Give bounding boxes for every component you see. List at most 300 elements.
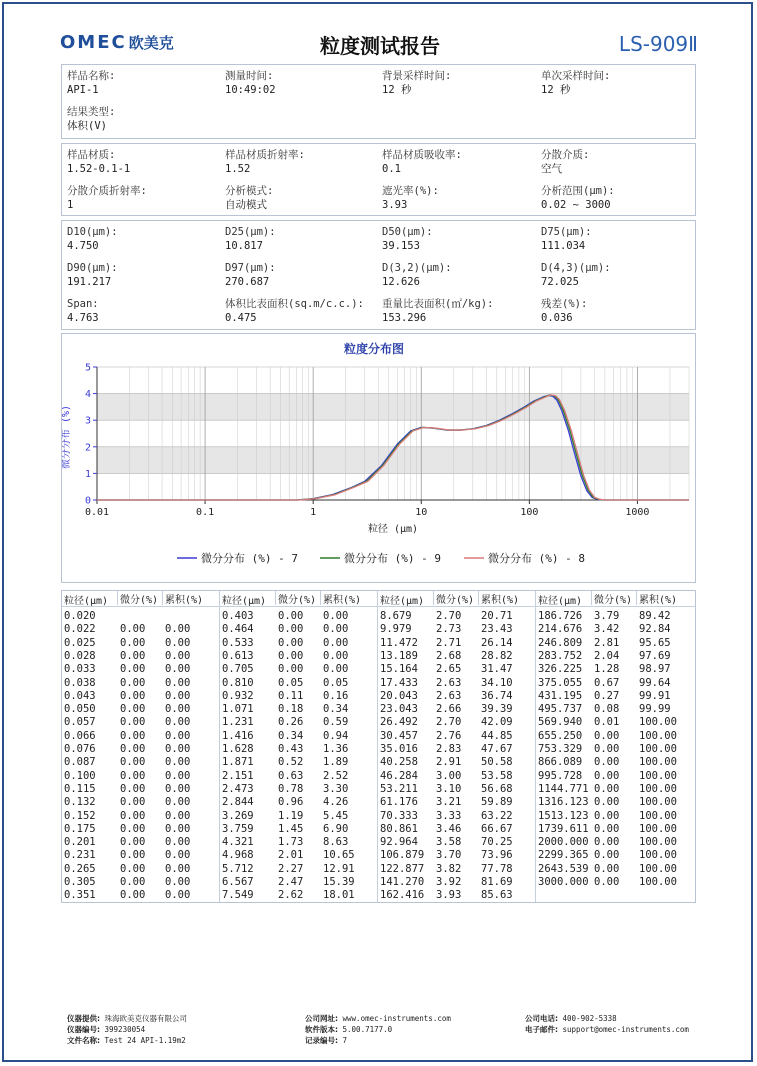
y-tick-label: 5 — [84, 362, 91, 374]
table-cell: 99.91 — [639, 689, 671, 702]
table-cell: 0.11 — [278, 689, 304, 702]
table-cell: 995.728 — [538, 769, 583, 782]
y-tick-label: 3 — [84, 415, 91, 427]
table-cell: 100.00 — [639, 836, 677, 849]
table-cell: 0.00 — [594, 782, 620, 795]
table-header-cell: 微分(%) — [591, 591, 632, 605]
table-cell: 36.74 — [481, 689, 513, 702]
field-value: 空气 — [541, 163, 562, 175]
table-cell: 0.00 — [323, 649, 349, 662]
table-cell: 2.65 — [436, 663, 462, 676]
table-cell: 2.73 — [436, 623, 462, 636]
y-tick-label: 1 — [84, 468, 91, 480]
table-cell: 0.00 — [165, 756, 191, 769]
info-field — [541, 184, 615, 212]
chart-grid — [97, 367, 689, 500]
y-tick-label: 4 — [84, 389, 91, 401]
legend-label: 微分分布 (%) - 9 — [344, 552, 441, 565]
table-header — [62, 591, 219, 607]
table-cell: 1.89 — [323, 756, 349, 769]
table-row — [220, 810, 377, 823]
field-label: 结果类型: — [67, 106, 116, 118]
table-cell: 23.043 — [380, 703, 418, 716]
info-field — [382, 69, 451, 97]
table-cell: 0.59 — [323, 716, 349, 729]
logo-text-en: OMEC — [60, 32, 127, 53]
table-cell: 23.43 — [481, 623, 513, 636]
field-value: 10:49:02 — [225, 84, 276, 96]
result-field — [225, 297, 364, 325]
table-cell: 92.84 — [639, 623, 671, 636]
field-value: 1.52-0.1-1 — [67, 163, 131, 175]
table-cell: 0.00 — [594, 862, 620, 875]
table-row — [220, 836, 377, 849]
table-cell: 0.67 — [594, 676, 620, 689]
table-row — [62, 610, 219, 623]
footer-item — [525, 1024, 689, 1035]
table-cell: 0.265 — [64, 862, 96, 875]
table-row — [536, 610, 695, 623]
table-row — [378, 889, 535, 902]
table-cell: 0.00 — [165, 636, 191, 649]
footer-column — [525, 1013, 689, 1035]
table-header-cell: 累积(%) — [478, 591, 519, 605]
field-value: 自动模式 — [225, 199, 267, 211]
table-row — [62, 690, 219, 703]
table-cell: 0.00 — [594, 836, 620, 849]
field-label: D(4,3)(μm): — [541, 262, 611, 274]
table-cell: 0.00 — [165, 743, 191, 755]
table-cell: 40.258 — [380, 756, 418, 769]
table-cell: 0.533 — [222, 636, 254, 649]
table-cell: 4.26 — [323, 796, 349, 809]
table-row — [536, 690, 695, 703]
table-row — [536, 849, 695, 862]
table-cell: 13.189 — [380, 649, 418, 662]
table-row — [62, 876, 219, 889]
table-row — [62, 796, 219, 809]
table-cell: 0.00 — [165, 649, 191, 662]
result-field — [382, 297, 493, 325]
table-cell: 0.00 — [278, 649, 304, 662]
table-header — [536, 591, 695, 607]
table-cell: 0.00 — [120, 703, 146, 716]
table-cell: 0.00 — [120, 689, 146, 702]
table-cell: 2.71 — [436, 636, 462, 649]
table-row — [62, 743, 219, 756]
table-cell: 47.67 — [481, 743, 513, 755]
info-field — [67, 69, 115, 97]
table-column-group — [220, 591, 378, 902]
table-row — [220, 876, 377, 889]
table-row — [378, 756, 535, 769]
table-cell: 0.705 — [222, 663, 254, 676]
table-cell: 20.043 — [380, 689, 418, 702]
table-row — [220, 889, 377, 902]
table-cell: 0.022 — [64, 623, 96, 636]
table-cell: 9.979 — [380, 623, 412, 636]
table-row — [536, 796, 695, 809]
table-cell: 2.151 — [222, 769, 254, 782]
table-row — [536, 770, 695, 783]
table-row — [378, 663, 535, 676]
table-cell: 92.964 — [380, 836, 418, 849]
table-cell: 2.81 — [594, 636, 620, 649]
table-cell: 20.71 — [481, 610, 513, 622]
table-cell: 0.020 — [64, 610, 96, 622]
table-cell: 0.043 — [64, 689, 96, 702]
table-cell: 66.67 — [481, 822, 513, 835]
table-cell: 100.00 — [639, 862, 677, 875]
table-cell: 0.00 — [165, 822, 191, 835]
table-cell: 0.00 — [120, 862, 146, 875]
table-cell: 1316.123 — [538, 796, 589, 809]
table-cell: 0.00 — [594, 769, 620, 782]
table-cell: 0.100 — [64, 769, 96, 782]
footer-label: 文件名称: — [67, 1036, 100, 1045]
table-cell: 0.00 — [165, 782, 191, 795]
table-cell: 2.04 — [594, 649, 620, 662]
table-row — [378, 796, 535, 809]
table-cell: 73.96 — [481, 849, 513, 862]
table-cell: 100.00 — [639, 769, 677, 782]
x-tick-label: 0.01 — [84, 507, 110, 518]
info-field — [225, 69, 276, 97]
result-field — [67, 261, 118, 289]
table-cell: 0.00 — [120, 809, 146, 822]
table-row — [378, 810, 535, 823]
table-cell: 2.27 — [278, 862, 304, 875]
table-cell: 46.284 — [380, 769, 418, 782]
table-cell: 0.00 — [120, 769, 146, 782]
table-row — [220, 796, 377, 809]
table-row — [220, 823, 377, 836]
field-value: 12 秒 — [541, 84, 571, 96]
report-header — [60, 30, 700, 64]
table-cell: 0.00 — [165, 729, 191, 742]
table-cell: 1.19 — [278, 809, 304, 822]
table-row — [62, 756, 219, 769]
table-header-cell: 累积(%) — [320, 591, 361, 605]
table-cell: 0.033 — [64, 663, 96, 676]
info-field — [541, 69, 610, 97]
table-row — [378, 770, 535, 783]
table-cell: 2.66 — [436, 703, 462, 716]
table-cell: 2.63 — [436, 689, 462, 702]
footer-value: support@omec-instruments.com — [558, 1025, 689, 1034]
table-row — [536, 863, 695, 876]
table-cell: 1144.771 — [538, 782, 589, 795]
info-field — [67, 148, 130, 176]
table-cell: 0.00 — [120, 836, 146, 849]
table-cell: 3.79 — [594, 610, 620, 622]
table-cell: 0.810 — [222, 676, 254, 689]
field-value: 191.217 — [67, 276, 112, 288]
table-cell: 0.00 — [120, 743, 146, 755]
field-value: 0.02 ~ 3000 — [541, 199, 611, 211]
table-cell: 753.329 — [538, 743, 583, 755]
table-cell: 2.91 — [436, 756, 462, 769]
table-cell: 2.62 — [278, 889, 304, 902]
table-cell: 100.00 — [639, 809, 677, 822]
table-cell: 3.759 — [222, 822, 254, 835]
table-cell: 3.93 — [436, 889, 462, 902]
table-cell: 0.152 — [64, 809, 96, 822]
table-row — [220, 743, 377, 756]
table-cell: 2000.000 — [538, 836, 589, 849]
table-row — [220, 637, 377, 650]
result-field — [382, 225, 433, 253]
table-row — [220, 770, 377, 783]
table-cell: 34.10 — [481, 676, 513, 689]
grid-band — [97, 394, 689, 421]
table-row — [62, 823, 219, 836]
sample-info-box — [61, 64, 696, 139]
table-cell: 106.879 — [380, 849, 425, 862]
table-row — [378, 677, 535, 690]
table-cell: 3.269 — [222, 809, 254, 822]
table-cell: 100.00 — [639, 743, 677, 755]
table-cell: 77.78 — [481, 862, 513, 875]
field-value: 4.763 — [67, 312, 99, 324]
table-cell: 0.27 — [594, 689, 620, 702]
result-field — [67, 225, 118, 253]
table-cell: 53.211 — [380, 782, 418, 795]
table-cell: 2.76 — [436, 729, 462, 742]
table-column-group — [378, 591, 536, 902]
table-header — [220, 591, 377, 607]
table-cell: 1.231 — [222, 716, 254, 729]
table-cell: 655.250 — [538, 729, 583, 742]
table-cell: 0.34 — [278, 729, 304, 742]
table-cell: 0.00 — [165, 676, 191, 689]
field-label: D50(μm): — [382, 226, 433, 238]
table-cell: 3000.000 — [538, 876, 589, 888]
table-cell: 2643.539 — [538, 862, 589, 875]
table-cell: 3.21 — [436, 796, 462, 809]
info-field — [67, 105, 115, 133]
footer-label: 软件版本: — [305, 1025, 338, 1034]
table-row — [62, 703, 219, 716]
field-label: 样品名称: — [67, 70, 116, 82]
table-cell: 431.195 — [538, 689, 583, 702]
table-row — [536, 743, 695, 756]
table-cell: 0.26 — [278, 716, 304, 729]
table-cell: 0.01 — [594, 716, 620, 729]
field-value: 270.687 — [225, 276, 270, 288]
table-row — [536, 623, 695, 636]
field-label: Span: — [67, 298, 99, 310]
result-field — [541, 225, 592, 253]
table-row — [62, 810, 219, 823]
table-cell: 1.36 — [323, 743, 349, 755]
table-cell: 3.33 — [436, 809, 462, 822]
table-cell: 2.844 — [222, 796, 254, 809]
table-cell: 0.00 — [594, 849, 620, 862]
field-label: 测量时间: — [225, 70, 274, 82]
table-cell: 1.871 — [222, 756, 254, 769]
table-cell: 1.628 — [222, 743, 254, 755]
table-cell: 0.00 — [594, 729, 620, 742]
table-cell: 0.00 — [323, 610, 349, 622]
table-cell: 0.932 — [222, 689, 254, 702]
distribution-chart-box — [61, 333, 696, 583]
table-row — [378, 637, 535, 650]
table-row — [220, 783, 377, 796]
result-field — [541, 297, 587, 325]
table-cell: 2.63 — [436, 676, 462, 689]
table-row — [378, 716, 535, 729]
table-cell: 100.00 — [639, 796, 677, 809]
table-cell: 97.69 — [639, 649, 671, 662]
field-label: D10(μm): — [67, 226, 118, 238]
table-cell: 0.00 — [594, 876, 620, 888]
table-cell: 2.52 — [323, 769, 349, 782]
table-cell: 61.176 — [380, 796, 418, 809]
table-cell: 2.01 — [278, 849, 304, 862]
table-cell: 100.00 — [639, 716, 677, 729]
table-cell: 0.00 — [165, 849, 191, 862]
footer-label: 仪器提供: — [67, 1014, 100, 1023]
table-cell: 122.877 — [380, 862, 425, 875]
footer-item — [67, 1013, 187, 1024]
footer-label: 公司网址: — [305, 1014, 338, 1023]
footer-item — [525, 1013, 689, 1024]
table-row — [378, 849, 535, 862]
table-row — [62, 783, 219, 796]
table-cell: 30.457 — [380, 729, 418, 742]
field-label: 分析模式: — [225, 185, 274, 197]
table-cell: 56.68 — [481, 782, 513, 795]
field-value: 0.036 — [541, 312, 573, 324]
table-cell: 0.16 — [323, 689, 349, 702]
field-label: 遮光率(%): — [382, 185, 439, 197]
table-cell: 0.00 — [165, 703, 191, 716]
field-label: 单次采样时间: — [541, 70, 611, 82]
field-label: 分散介质: — [541, 149, 590, 161]
table-header-cell: 粒径(μm) — [380, 596, 425, 607]
distribution-chart — [62, 334, 695, 582]
table-cell: 0.00 — [323, 623, 349, 636]
table-cell: 162.416 — [380, 889, 425, 902]
table-cell: 0.00 — [165, 769, 191, 782]
table-cell: 3.46 — [436, 822, 462, 835]
field-value: 12.626 — [382, 276, 420, 288]
table-cell: 26.14 — [481, 636, 513, 649]
result-field — [541, 261, 611, 289]
footer-value: 7 — [338, 1036, 348, 1045]
table-cell: 2299.365 — [538, 849, 589, 862]
field-value: 153.296 — [382, 312, 427, 324]
table-cell: 44.85 — [481, 729, 513, 742]
field-value: 0.475 — [225, 312, 257, 324]
table-cell: 326.225 — [538, 663, 583, 676]
table-row — [220, 623, 377, 636]
table-header — [378, 591, 535, 607]
table-cell: 17.433 — [380, 676, 418, 689]
table-cell: 0.087 — [64, 756, 96, 769]
field-label: 分析范围(μm): — [541, 185, 615, 197]
footer-item — [305, 1013, 451, 1024]
table-cell: 100.00 — [639, 876, 677, 888]
table-cell: 7.549 — [222, 889, 254, 902]
table-cell: 1.071 — [222, 703, 254, 716]
table-cell: 3.82 — [436, 862, 462, 875]
info-field — [382, 184, 439, 212]
table-cell: 0.08 — [594, 703, 620, 716]
table-cell: 3.42 — [594, 623, 620, 636]
info-field — [67, 184, 147, 212]
field-value: 1.52 — [225, 163, 251, 175]
info-field — [541, 148, 589, 176]
table-cell: 0.00 — [278, 663, 304, 676]
table-cell: 11.472 — [380, 636, 418, 649]
footer-column — [305, 1013, 451, 1046]
table-cell: 0.96 — [278, 796, 304, 809]
table-header-cell: 微分(%) — [117, 591, 158, 605]
table-row — [378, 623, 535, 636]
table-row — [536, 730, 695, 743]
table-row — [62, 836, 219, 849]
table-cell: 63.22 — [481, 809, 513, 822]
table-row — [378, 783, 535, 796]
table-cell: 0.00 — [120, 716, 146, 729]
table-cell: 53.58 — [481, 769, 513, 782]
footer-item — [67, 1035, 187, 1046]
result-field — [382, 261, 452, 289]
table-cell: 0.00 — [594, 796, 620, 809]
footer-label: 电子邮件: — [525, 1025, 558, 1034]
chart-legend — [177, 551, 585, 565]
field-label: 背景采样时间: — [382, 70, 452, 82]
chart-axes — [85, 363, 689, 519]
table-cell: 0.464 — [222, 623, 254, 636]
table-cell: 8.679 — [380, 610, 412, 622]
field-label: 样品材质折射率: — [225, 149, 305, 161]
table-cell: 0.305 — [64, 876, 96, 888]
report-title: 粒度测试报告 — [320, 34, 440, 58]
table-row — [220, 730, 377, 743]
table-cell: 0.025 — [64, 636, 96, 649]
table-row — [220, 849, 377, 862]
logo-text-cn: 欧美克 — [128, 34, 174, 52]
footer-label: 记录编号: — [305, 1036, 338, 1045]
footer-label: 公司电话: — [525, 1014, 558, 1023]
table-row — [536, 637, 695, 650]
table-cell: 0.00 — [278, 623, 304, 636]
table-cell: 100.00 — [639, 822, 677, 835]
instrument-model: LS-909Ⅱ — [618, 32, 698, 56]
table-cell: 0.94 — [323, 729, 349, 742]
legend-label: 微分分布 (%) - 7 — [201, 552, 298, 565]
x-axis-label: 粒径 (μm) — [367, 524, 419, 535]
table-cell: 15.164 — [380, 663, 418, 676]
table-cell: 70.333 — [380, 809, 418, 822]
table-cell: 0.05 — [323, 676, 349, 689]
x-tick-label: 100 — [520, 507, 539, 518]
table-cell: 42.09 — [481, 716, 513, 729]
table-cell: 18.01 — [323, 889, 355, 902]
table-cell: 246.809 — [538, 636, 583, 649]
y-axis-label: 微分分布 (%) — [62, 404, 72, 470]
data-table — [61, 590, 696, 903]
table-cell: 50.58 — [481, 756, 513, 769]
table-cell: 0.028 — [64, 649, 96, 662]
table-cell: 0.00 — [165, 663, 191, 676]
y-tick-label: 0 — [84, 495, 91, 507]
table-cell: 0.52 — [278, 756, 304, 769]
field-value: 4.750 — [67, 240, 99, 252]
